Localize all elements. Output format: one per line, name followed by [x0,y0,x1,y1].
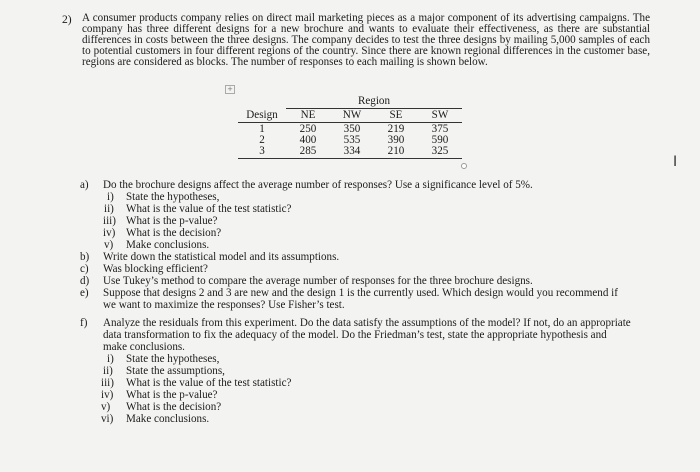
table-cell: 250 [299,123,317,135]
list-item-label: v) [101,401,111,413]
column-header-nw: NW [330,109,374,123]
table-cell: 390 [387,134,405,147]
list-item: State the hypotheses, [126,191,220,203]
table-cell: 285 [286,146,330,159]
list-item-label: i) [107,191,114,203]
design-header: Design [238,109,286,123]
part-e-line2: we want to maximize the responses? Use Fisher’s test. [103,299,345,311]
design-cell: 3 [238,146,286,159]
intro-text: A consumer products company relies on direct mail marketing pieces as a major component of its advertising campaigns. The company has three different designs for a new brochure and wants to evaluate their effectiveness, as there are substantial differences in costs between the three designs. The company decides to test the three designs by mailing 5,000 samples of each to potential customers in four different regions of the country. Since there are known regional differences in the customer base, regions are considered as blocks. The number of responses to each mailing is shown below. [82,12,650,69]
column-header-ne: NE [286,109,330,123]
part-a-label: a) [80,179,89,191]
part-f-line3: make conclusions. [103,341,185,353]
part-d-text: Use Tukey’s method to compare the average number of responses for the three brochure designs. [103,275,533,287]
part-c-label: c) [80,263,89,275]
list-item-label: iv) [103,227,116,239]
text-cursor-icon: I [673,154,678,170]
table-cell: 535 [343,134,361,147]
list-item-label: v) [104,239,114,251]
part-e-label: e) [80,287,89,299]
list-item: What is the p-value? [126,389,218,401]
list-item-label: vi) [101,413,114,425]
table-row [238,146,462,159]
part-f-line1: Analyze the residuals from this experiment. Do the data satisfy the assumptions of the model? If not, do an appropriate [103,317,631,329]
list-item: What is the p-value? [126,215,218,227]
table-cell: 590 [431,134,449,147]
list-item-label: ii) [104,203,114,215]
part-d-label: d) [80,275,90,287]
list-item: What is the decision? [126,401,222,413]
table-cell: 375 [431,123,449,135]
table-cell: 219 [387,123,405,135]
problem-intro [82,13,650,68]
list-item-label: iii) [103,215,116,227]
list-item-label: ii) [103,365,113,377]
table-cell: 334 [330,146,374,159]
list-item: Make conclusions. [126,239,210,251]
table-cell: 350 [343,123,361,135]
list-item: What is the decision? [126,227,222,239]
table-corner [238,95,286,109]
list-item: State the hypotheses, [126,353,220,365]
table-resize-handle[interactable] [461,163,467,169]
part-c-text: Was blocking efficient? [103,263,208,275]
column-header-se: SE [374,109,418,123]
table-cell: 210 [374,146,418,159]
table-cell: 325 [418,146,462,159]
part-b-text: Write down the statistical model and its assumptions. [103,251,340,263]
design-cell: 1 [259,123,265,135]
question-number: 2) [62,13,72,26]
list-item: State the assumptions, [126,365,225,377]
list-item: What is the value of the test statistic? [126,203,292,215]
part-a-text: Do the brochure designs affect the average number of responses? Use a significance level of 5%. [103,179,533,191]
part-f-line2: data transformation to fix the adequacy of the model. Do the Friedman’s test, state the appropriate hypothesis and [103,329,607,341]
list-item-label: i) [107,353,114,365]
column-header-sw: SW [418,109,462,123]
part-f-label: f) [80,317,88,329]
list-item: Make conclusions. [126,413,210,425]
list-item-label: iii) [101,377,114,389]
part-b-label: b) [80,251,90,263]
table-cell: 400 [299,134,317,147]
design-cell: 2 [259,134,265,147]
region-header: Region [286,95,462,109]
responses-table [238,95,462,159]
part-e-line1: Suppose that designs 2 and 3 are new and the design 1 is the currently used. Which design would you recommend if [103,287,618,299]
list-item-label: iv) [101,389,114,401]
table-move-handle-icon[interactable]: + [225,85,235,94]
list-item: What is the value of the test statistic? [126,377,292,389]
